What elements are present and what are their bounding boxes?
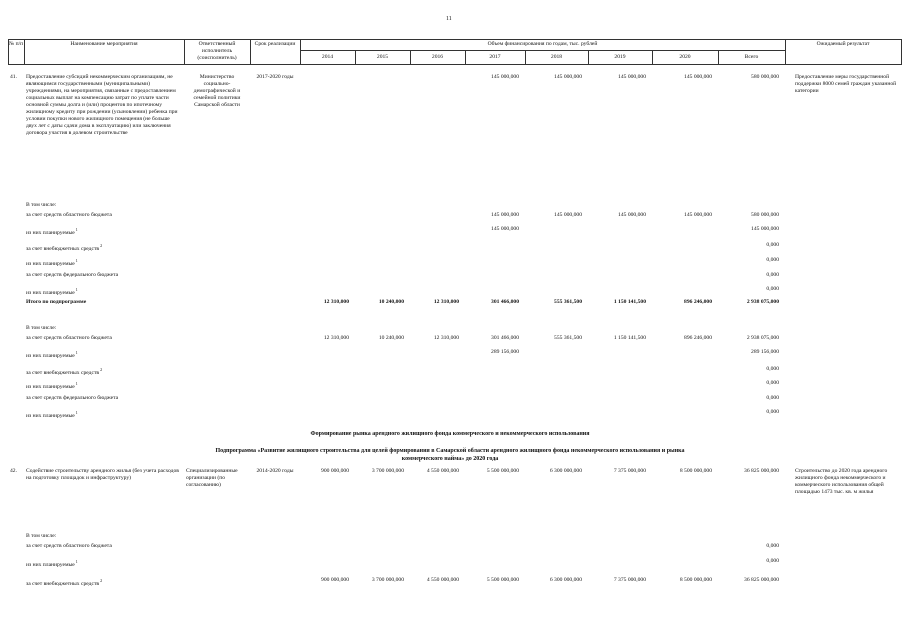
year-header-2015: 2015 bbox=[376, 54, 389, 60]
block2-row-0-label: за счет средств областного бюджета bbox=[26, 335, 112, 341]
row42-result: Строительство до 2020 года арендного жилищного фонда некоммерческого и коммерческого использования общей площадью 1473 тыс. кв. м жилья bbox=[795, 468, 888, 495]
block1-row-5-label: из них планируемые $^1$ bbox=[26, 287, 78, 296]
block2-row-0-value: 10 240,000 bbox=[378, 335, 404, 341]
block1-row-0-value: 145 000,000 bbox=[491, 212, 519, 218]
year-header-2020: 2020 bbox=[679, 54, 691, 60]
footnote-marker: 1 bbox=[74, 287, 78, 292]
block1-row-0-value: 145 000,000 bbox=[618, 212, 646, 218]
subprogram-total-value: 301 466,000 bbox=[491, 299, 519, 305]
block3-in-that: В том числе: bbox=[26, 533, 57, 539]
footnote-marker: 2 bbox=[99, 367, 103, 372]
block3-row-0-label: за счет средств областного бюджета bbox=[26, 543, 112, 549]
footnote-marker: 1 bbox=[74, 350, 78, 355]
year-header-2014: 2014 bbox=[321, 54, 334, 60]
block2-row-0-value: 1 150 141,500 bbox=[613, 335, 646, 341]
row41-result: Предоставление меры государственной поддержки 8000 семей граждан указанной категории bbox=[795, 74, 897, 94]
row41-value: 145 000,000 bbox=[491, 74, 519, 80]
row42-value: 5 500 000,000 bbox=[486, 468, 519, 474]
block2-row-2-value: 0,000 bbox=[766, 366, 779, 372]
block1-row-1-value: 145 000,000 bbox=[491, 226, 519, 232]
footnote-marker: 1 bbox=[74, 559, 78, 564]
block1-row-5-value: 0,000 bbox=[766, 286, 779, 292]
subprogram-total-value: 10 240,000 bbox=[378, 299, 404, 305]
block2-row-5-value: 0,000 bbox=[766, 409, 779, 415]
block2-row-2-label: за счет внебюджетных средств $^2$ bbox=[26, 367, 103, 376]
row42-value: 36 825 000,000 bbox=[744, 468, 779, 474]
block2-in-that: В том числе: bbox=[26, 325, 57, 331]
footnote-marker: 1 bbox=[74, 381, 78, 386]
block1-row-2-label: за счет внебюджетных средств $^2$ bbox=[26, 243, 103, 252]
subprogram-total-value: 896 246,000 bbox=[684, 299, 712, 305]
block1-row-1-value: 145 000,000 bbox=[751, 226, 779, 232]
year-header-2016: 2016 bbox=[431, 54, 444, 60]
block2-row-1-value: 289 156,000 bbox=[751, 349, 779, 355]
header-result: Ожидаемый результат bbox=[816, 41, 870, 47]
year-header-2018: 2018 bbox=[550, 54, 563, 60]
block2-row-4-value: 0,000 bbox=[766, 395, 779, 401]
row41-value: 580 000,000 bbox=[751, 74, 779, 80]
block3-row-2-value: 7 375 000,000 bbox=[613, 577, 646, 583]
block2-row-3-value: 0,000 bbox=[766, 380, 779, 386]
footnote-marker: 1 bbox=[74, 227, 78, 232]
block3-row-2-value: 5 500 000,000 bbox=[486, 577, 519, 583]
footnote-marker: 2 bbox=[99, 243, 103, 248]
block1-row-3-value: 0,000 bbox=[766, 257, 779, 263]
year-header-2019: 2019 bbox=[614, 54, 626, 60]
block3-row-2-value: 4 550 000,000 bbox=[426, 577, 459, 583]
block1-row-0-value: 145 000,000 bbox=[554, 212, 582, 218]
header-term: Срок реализации bbox=[254, 41, 296, 47]
subprogram-total-value: 12 310,000 bbox=[433, 299, 459, 305]
row42-name: Содействие строительству арендного жилья (без учета расходов на подготовку площадок и инфраструктуру) bbox=[26, 468, 179, 481]
block3-row-2-value: 3 700 000,000 bbox=[371, 577, 404, 583]
row42-term: 2014-2020 годы bbox=[256, 468, 294, 474]
row41-term: 2017-2020 годы bbox=[256, 74, 294, 80]
block1-row-3-label: из них планируемые $^1$ bbox=[26, 258, 78, 267]
footnote-marker: 1 bbox=[74, 410, 78, 415]
block3-row-2-value: 36 825 000,000 bbox=[744, 577, 779, 583]
block1-in-that: В том числе: bbox=[26, 202, 57, 208]
block2-row-1-value: 289 156,000 bbox=[491, 349, 519, 355]
block3-row-2-label: за счет внебюджетных средств $^2$ bbox=[26, 578, 103, 587]
subprogram-total-label: Итого по подпрограмме bbox=[26, 299, 87, 305]
row41-name: Предоставление субсидий некоммерческим организациям, не являющимся государственными (муниципальными) учреждениями, на мероприятия, связанные с предоставлением социальных выплат на компенсацию затрат по уплате части основной суммы долга и (или) процентов по ипотечному жилищному кредиту при рождении (усыновлении) ребенка при условии покупки нового жилищного помещения (не больше двух лет с даты сдачи дома в эксплуатацию) или заключения договора участия в долевом строительстве bbox=[26, 74, 178, 136]
block1-row-0-label: за счет средств областного бюджета bbox=[26, 212, 112, 218]
block2-row-4-label: за счет средств федерального бюджета bbox=[26, 395, 119, 401]
block3-row-1-value: 0,000 bbox=[766, 558, 779, 564]
block2-row-3-label: из них планируемые $^1$ bbox=[26, 381, 78, 390]
subprogram-total-value: 12 310,000 bbox=[323, 299, 349, 305]
block2-row-0-value: 301 466,000 bbox=[491, 335, 519, 341]
block1-row-0-value: 145 000,000 bbox=[684, 212, 712, 218]
year-header-2017: 2017 bbox=[489, 54, 501, 60]
block3-row-1-label: из них планируемые $^1$ bbox=[26, 559, 78, 568]
header-funding: Объем финансирования по годам, тыс. рублей bbox=[487, 41, 598, 47]
row41-executor: Министерство социально-демографической и семейной политики Самарской области bbox=[193, 74, 241, 108]
row42-value: 4 550 000,000 bbox=[426, 468, 459, 474]
section-title: Формирование рынка арендного жилищного фонда коммерческого и некоммерческого использования bbox=[310, 431, 590, 437]
year-header-total: Всего bbox=[744, 54, 759, 60]
footnote-marker: 2 bbox=[99, 578, 103, 583]
block2-row-0-value: 12 310,000 bbox=[323, 335, 349, 341]
subprogram-total-value: 555 361,500 bbox=[554, 299, 582, 305]
block1-row-2-value: 0,000 bbox=[766, 242, 779, 248]
block2-row-1-label: из них планируемые $^1$ bbox=[26, 350, 78, 359]
block3-row-2-value: 6 300 000,000 bbox=[549, 577, 582, 583]
row41-number: 41. bbox=[10, 74, 17, 80]
header-executor: Ответственный исполнитель (соисполнитель) bbox=[197, 41, 237, 61]
row42-value: 8 500 000,000 bbox=[679, 468, 712, 474]
header-no: № п/п bbox=[8, 41, 24, 47]
row41-value: 145 000,000 bbox=[684, 74, 712, 80]
block2-row-0-value: 12 310,000 bbox=[433, 335, 459, 341]
row42-number: 42. bbox=[10, 468, 17, 474]
block3-row-2-value: 900 000,000 bbox=[321, 577, 349, 583]
page-number: 11 bbox=[446, 16, 452, 22]
row41-value: 145 000,000 bbox=[554, 74, 582, 80]
row41-value: 145 000,000 bbox=[618, 74, 646, 80]
block1-row-4-label: за счет средств федерального бюджета bbox=[26, 272, 119, 278]
row42-value: 3 700 000,000 bbox=[371, 468, 404, 474]
header-name: Наименование мероприятия bbox=[70, 41, 138, 47]
block3-row-0-value: 0,000 bbox=[766, 543, 779, 549]
row42-value: 7 375 000,000 bbox=[613, 468, 646, 474]
block1-row-1-label: из них планируемые $^1$ bbox=[26, 227, 78, 236]
block2-row-0-value: 2 938 075,000 bbox=[746, 335, 779, 341]
row42-executor: Специализированные организации (по согласованию) bbox=[186, 468, 238, 488]
footnote-marker: 1 bbox=[74, 258, 78, 263]
block2-row-0-value: 896 246,000 bbox=[684, 335, 712, 341]
block2-row-0-value: 555 361,500 bbox=[554, 335, 582, 341]
block1-row-0-value: 580 000,000 bbox=[751, 212, 779, 218]
block2-row-5-label: из них планируемые $^1$ bbox=[26, 410, 78, 419]
row42-value: 900 000,000 bbox=[321, 468, 349, 474]
subprogram-total-value: 1 150 141,500 bbox=[613, 299, 646, 305]
row42-value: 6 300 000,000 bbox=[549, 468, 582, 474]
block3-row-2-value: 8 500 000,000 bbox=[679, 577, 712, 583]
block1-row-4-value: 0,000 bbox=[766, 272, 779, 278]
subprogram-total-value: 2 938 075,000 bbox=[746, 299, 779, 305]
subprogram-title: Подпрограмма «Развитие жилищного строительства для целей формирования в Самарской области арендного жилищного фонда некоммерческого использования и рынка коммерческого найма» до 2020 года bbox=[215, 448, 685, 462]
